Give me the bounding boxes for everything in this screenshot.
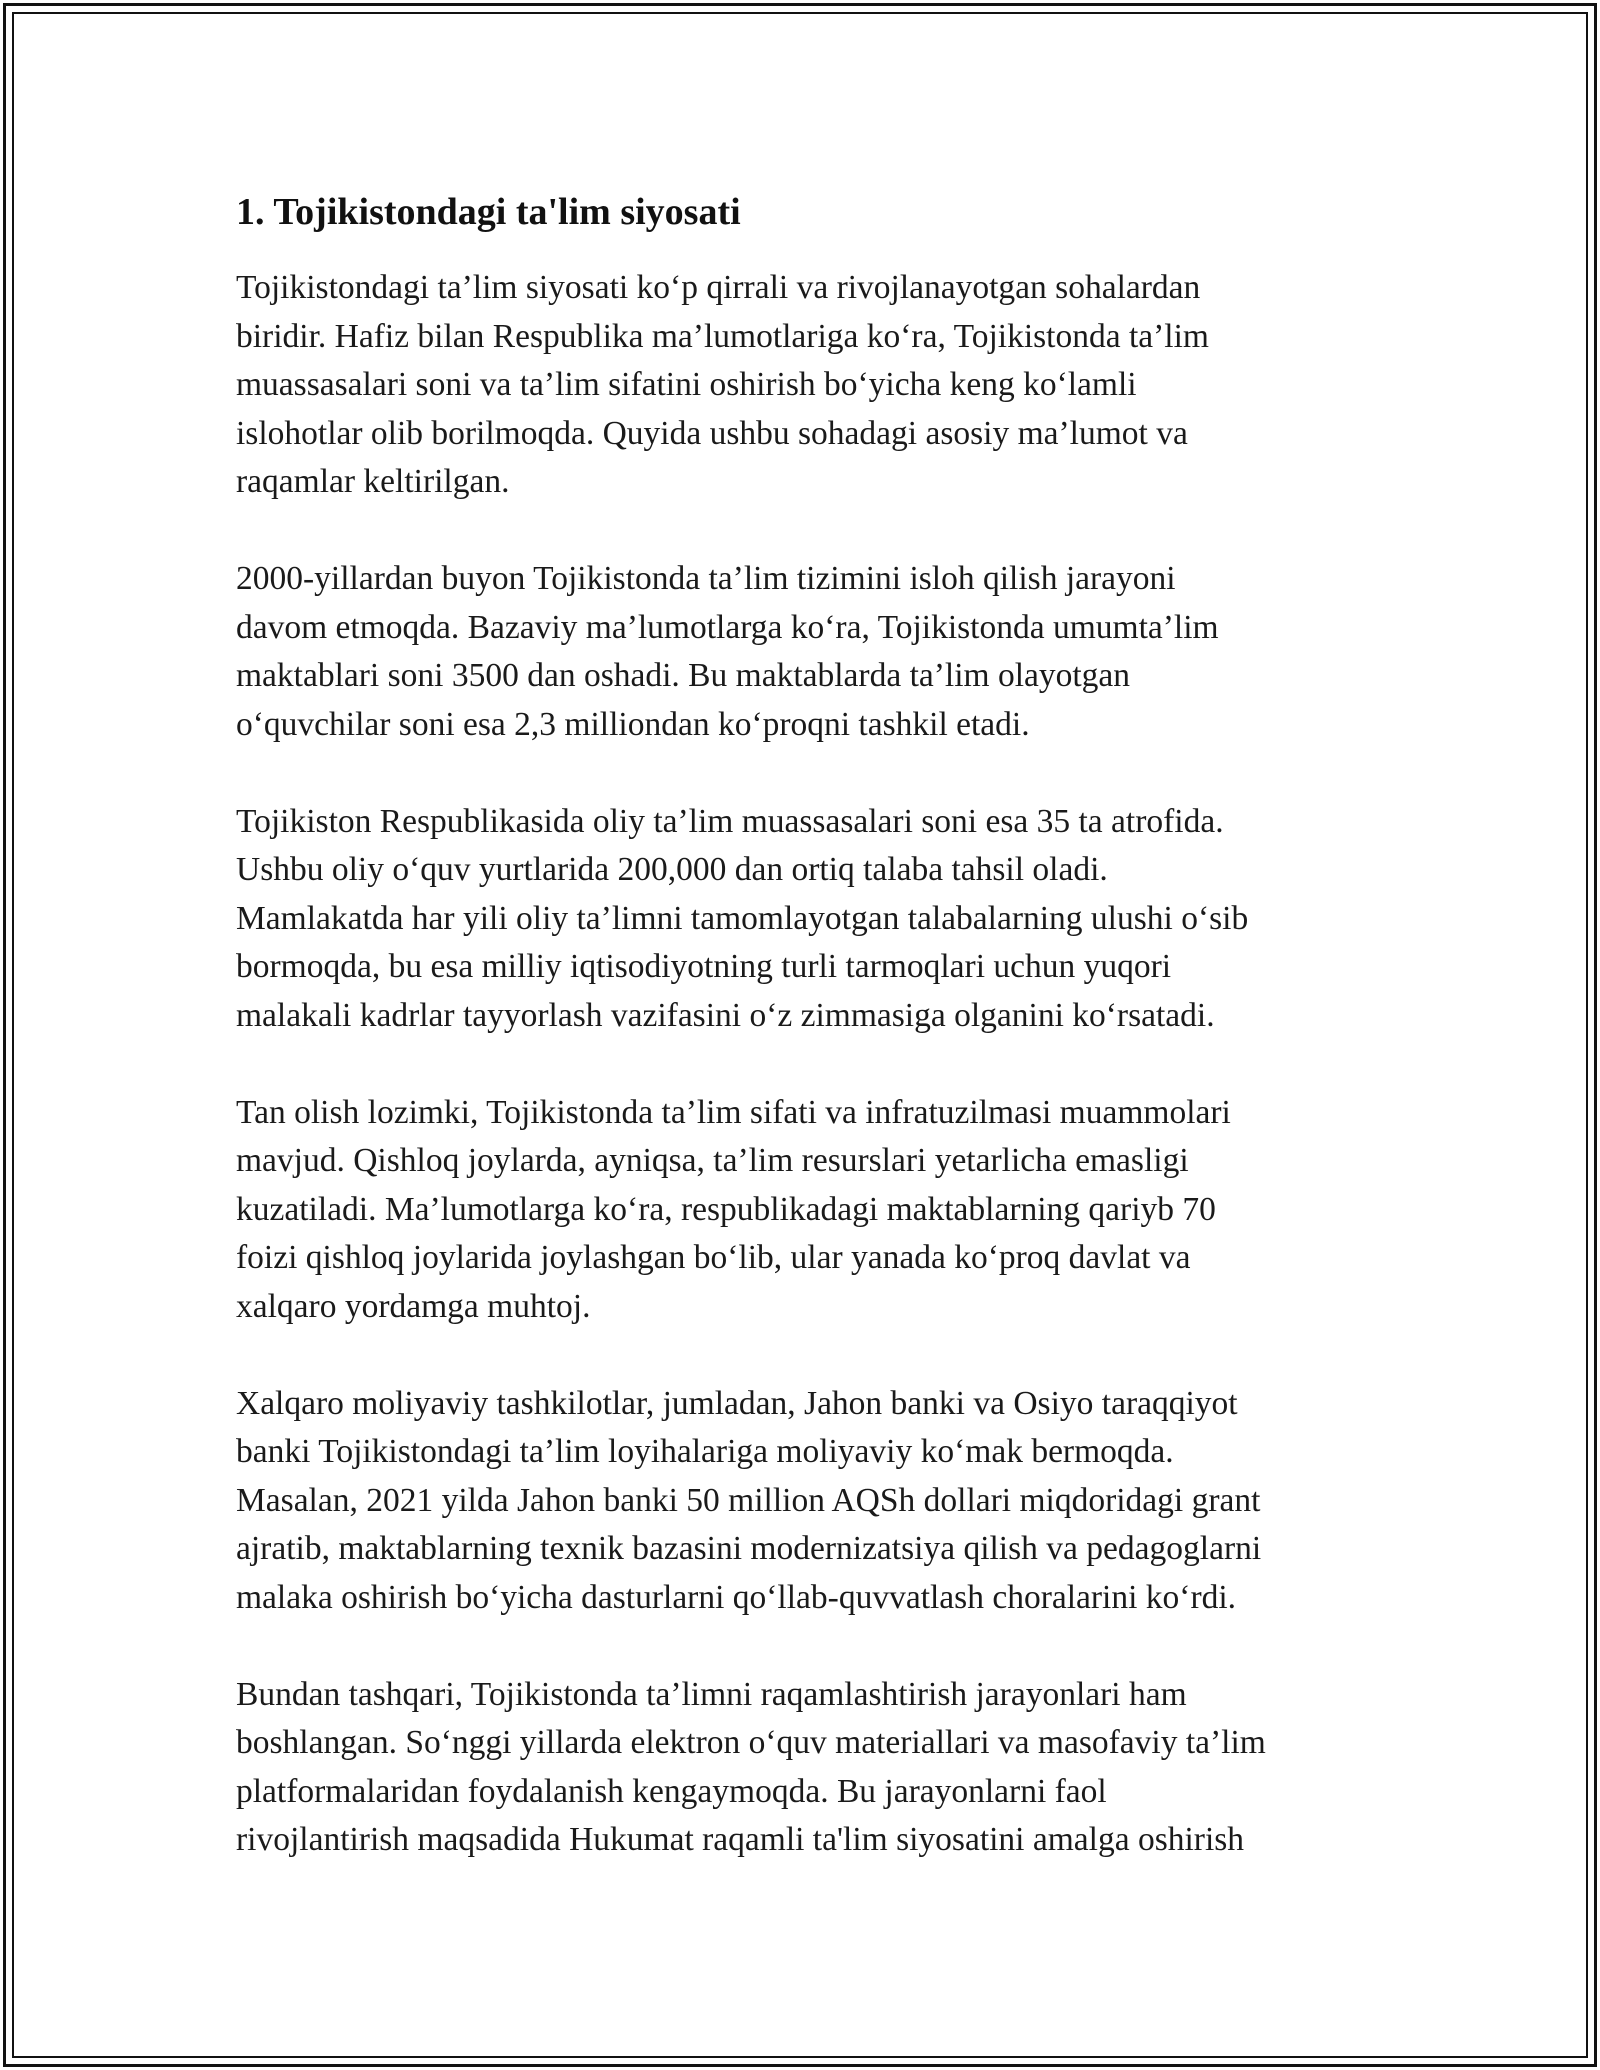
- text-line: Ushbu oliy o‘quv yurtlarida 200,000 dan ortiq talaba tahsil oladi.: [236, 851, 1108, 888]
- text-line: Bundan tashqari, Tojikistonda ta’limni raqamlashtirish jarayonlari ham: [236, 1675, 1187, 1713]
- text-line: xalqaro yordamga muhtoj.: [236, 1287, 591, 1325]
- text-line: mavjud. Qishloq joylarda, ayniqsa, ta’lim resurslari yetarlicha emasligi: [236, 1142, 1189, 1179]
- text-line: davom etmoqda. Bazaviy ma’lumotlarga ko‘ra, Tojikistonda umumta’lim: [236, 608, 1219, 646]
- paragraph-reforms: [236, 555, 1376, 749]
- text-line: malaka oshirish bo‘yicha dasturlarni qo‘llab-quvvatlash choralarini ko‘rdi.: [236, 1578, 1237, 1616]
- text-line: muassasalari soni va ta’lim sifatini oshirish bo‘yicha keng ko‘lamli: [236, 366, 1137, 403]
- text-line: Xalqaro moliyaviy tashkilotlar, jumladan, Jahon banki va Osiyo taraqqiyot: [236, 1384, 1238, 1422]
- text-line: Mamlakatda har yili oliy ta’limni tamomlayotgan talabalarning ulushi o‘sib: [236, 899, 1249, 937]
- text-line: Tojikistondagi ta’lim siyosati ko‘p qirrali va rivojlanayotgan sohalardan: [236, 269, 1201, 306]
- text-line: Tan olish lozimki, Tojikistonda ta’lim sifati va infratuzilmasi muammolari: [236, 1093, 1231, 1131]
- text-line: maktablari soni 3500 dan oshadi. Bu maktablarda ta’lim olayotgan: [236, 657, 1131, 694]
- text-line: kuzatiladi. Ma’lumotlarga ko‘ra, respublikadagi maktablarning qariyb 70: [236, 1190, 1216, 1228]
- text-line: platformalaridan foydalanish kengaymoqda. Bu jarayonlarni faol: [236, 1772, 1107, 1810]
- text-line: biridir. Hafiz bilan Respublika ma’lumotlariga ko‘ra, Tojikistonda ta’lim: [236, 317, 1209, 355]
- text-line: foizi qishloq joylarida joylashgan bo‘lib, ular yanada ko‘proq davlat va: [236, 1239, 1191, 1276]
- document-body: [236, 188, 1376, 1913]
- text-line: rivojlantirish maqsadida Hukumat raqamli ta'lim siyosatini amalga oshirish: [236, 1821, 1245, 1858]
- text-line: bormoqda, bu esa milliy iqtisodiyotning turli tarmoqlari uchun yuqori: [236, 948, 1172, 985]
- paragraph-higher-education: [236, 798, 1376, 1041]
- text-line: o‘quvchilar soni esa 2,3 milliondan ko‘proqni tashkil etadi.: [236, 705, 1030, 743]
- text-line: Tojikiston Respublikasida oliy ta’lim muassasalari soni esa 35 ta atrofida.: [236, 802, 1224, 840]
- text-line: boshlangan. So‘nggi yillarda elektron o‘quv materiallari va masofaviy ta’lim: [236, 1724, 1266, 1761]
- text-line: islohotlar olib borilmoqda. Quyida ushbu sohadagi asosiy ma’lumot va: [236, 414, 1188, 452]
- paragraph-digitalization: [236, 1671, 1376, 1865]
- paragraph-intro: [236, 264, 1376, 507]
- text-line: raqamlar keltirilgan.: [236, 463, 510, 500]
- text-line: ajratib, maktablarning texnik bazasini modernizatsiya qilish va pedagoglarni: [236, 1530, 1262, 1567]
- paragraph-challenges: [236, 1089, 1376, 1332]
- text-line: banki Tojikistondagi ta’lim loyihalariga moliyaviy ko‘mak bermoqda.: [236, 1433, 1174, 1470]
- paragraph-international-support: [236, 1380, 1376, 1623]
- text-line: 2000-yillardan buyon Tojikistonda ta’lim tizimini isloh qilish jarayoni: [236, 560, 1176, 597]
- text-line: malakali kadrlar tayyorlash vazifasini o‘z zimmasiga olganini ko‘rsatadi.: [236, 996, 1215, 1034]
- text-line: Masalan, 2021 yilda Jahon banki 50 million AQSh dollari miqdoridagi grant: [236, 1481, 1261, 1519]
- section-heading: 1. Tojikistondagi ta'lim siyosati: [236, 191, 741, 233]
